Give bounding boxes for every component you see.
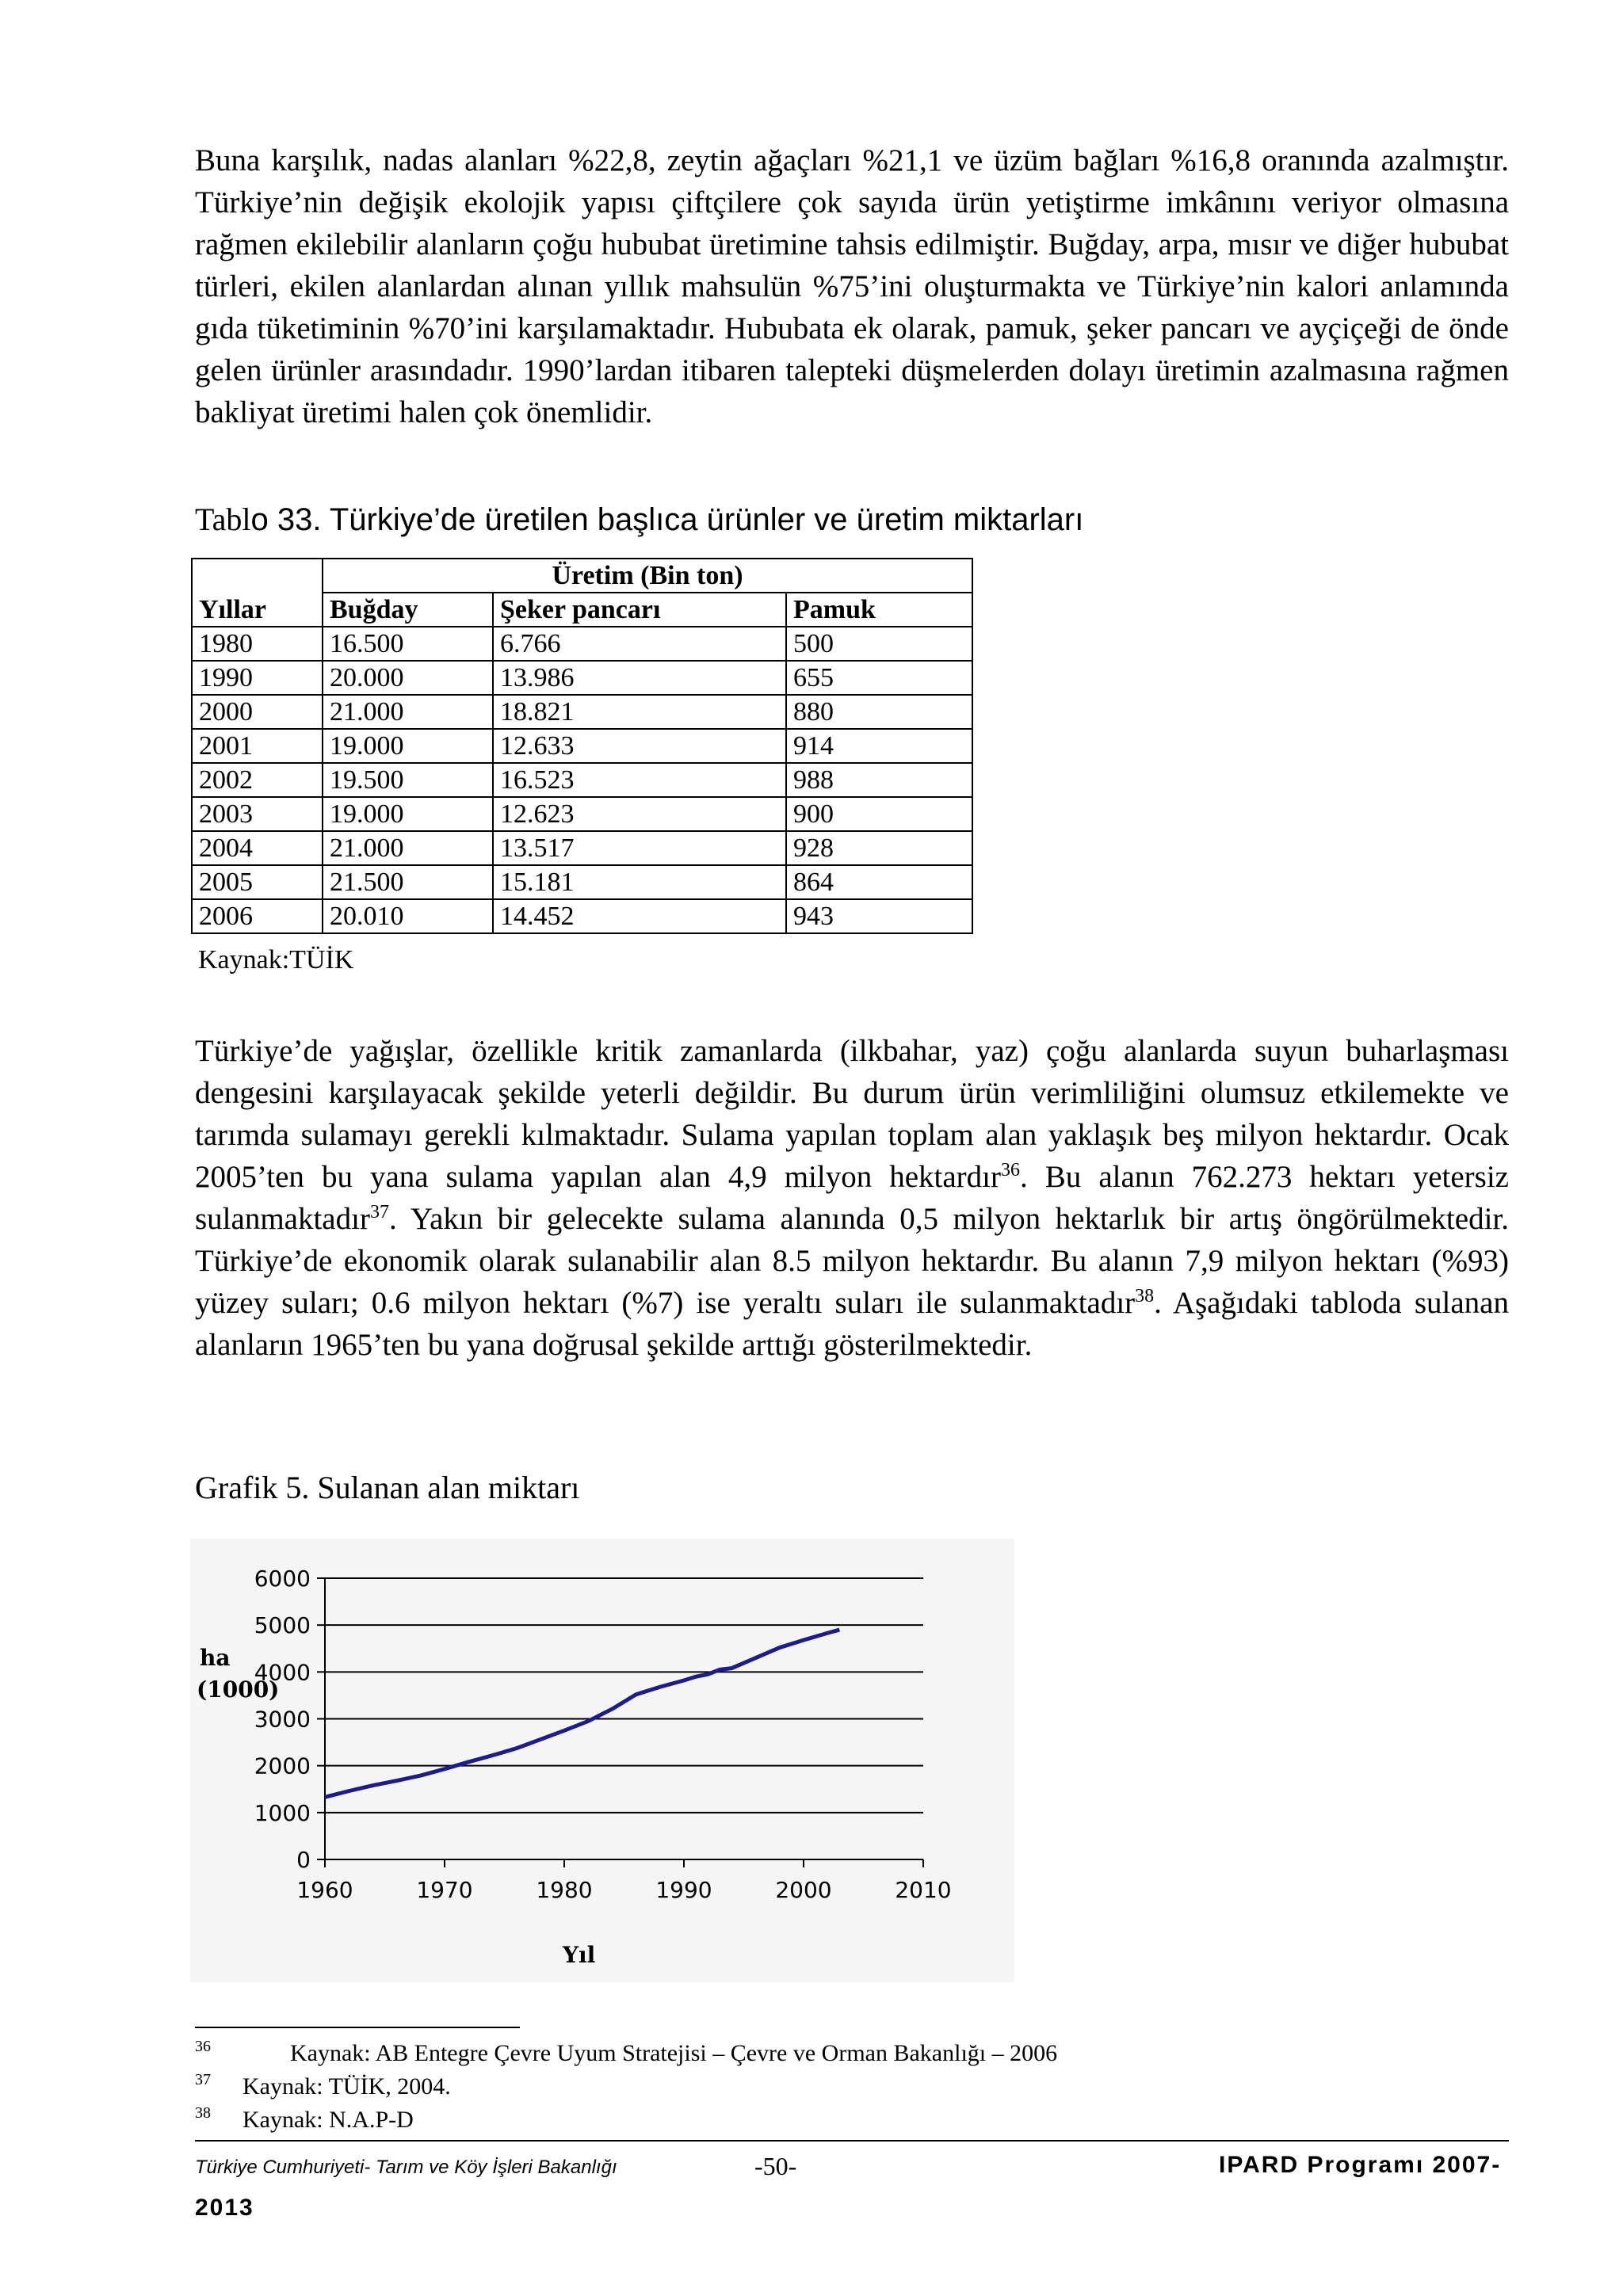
footnote-number: 38 (195, 2104, 211, 2122)
cell-year: 2004 (192, 831, 323, 865)
footnote-text: Kaynak: N.A.P-D (242, 2107, 414, 2133)
cell-cotton: 655 (786, 661, 972, 695)
table-row (192, 627, 972, 661)
table-row (192, 865, 972, 899)
irrigation-text-part2: . Bu alanın 762.273 hektarı yetersiz sulanmaktadır (195, 1160, 1509, 1236)
x-tick-label: 2010 (895, 1877, 952, 1903)
y-tick-label: 4000 (254, 1659, 311, 1686)
cell-cotton: 988 (786, 763, 972, 797)
cell-sugar-beet: 12.623 (493, 797, 786, 831)
y-axis-label-line2: (1000) (197, 1676, 280, 1703)
cell-sugar-beet: 13.986 (493, 661, 786, 695)
cell-cotton: 500 (786, 627, 972, 661)
footer-ministry: Türkiye Cumhuriyeti- Tarım ve Köy İşleri Bakanlığı (195, 2157, 617, 2178)
cell-year: 2003 (192, 797, 323, 831)
cell-wheat: 21.000 (323, 831, 493, 865)
cell-year: 2000 (192, 695, 323, 729)
cell-wheat: 16.500 (323, 627, 493, 661)
footer-separator (195, 2140, 1509, 2142)
irrigation-paragraph (195, 1030, 1509, 1366)
table-corner-cell (192, 559, 323, 593)
cell-wheat: 19.000 (323, 797, 493, 831)
cell-wheat: 21.500 (323, 865, 493, 899)
x-tick-label: 2000 (775, 1877, 832, 1903)
col-header-cotton: Pamuk (786, 593, 972, 627)
cell-sugar-beet: 14.452 (493, 899, 786, 933)
footnote-36 (195, 2038, 1057, 2067)
footnote-ref-38: 38 (1135, 1286, 1155, 1306)
table-row (192, 831, 972, 865)
footnote-separator (195, 2027, 520, 2028)
page-number: -50- (754, 2152, 797, 2180)
y-tick-label: 2000 (254, 1753, 311, 1779)
x-tick-label: 1990 (655, 1877, 712, 1903)
table-header-row (192, 593, 972, 627)
cell-cotton: 864 (786, 865, 972, 899)
table-row (192, 661, 972, 695)
cell-sugar-beet: 18.821 (493, 695, 786, 729)
y-axis-label-line1: ha (200, 1645, 231, 1671)
table-row (192, 763, 972, 797)
table-caption-prefix: Tabl (195, 502, 251, 537)
col-header-years: Yıllar (192, 593, 323, 627)
x-tick-label: 1970 (416, 1877, 473, 1903)
footnote-37 (195, 2071, 451, 2100)
cell-cotton: 943 (786, 899, 972, 933)
col-header-wheat: Buğday (323, 593, 493, 627)
footer-year: 2013 (195, 2195, 254, 2221)
table-group-header: Üretim (Bin ton) (323, 559, 972, 593)
table-caption-text: o 33. Türkiye’de üretilen başlıca ürünler ve üretim miktarları (250, 502, 1084, 537)
y-tick-label: 1000 (254, 1799, 311, 1826)
table-group-header-row (192, 559, 972, 593)
table-source: Kaynak:TÜİK (198, 945, 354, 974)
cell-year: 2006 (192, 899, 323, 933)
irrigation-text-part4: . Aşağıdaki tabloda sulanan alanların 1965’ten bu yana doğrusal şekilde arttığı gösterilmektedir. (195, 1286, 1509, 1362)
cell-year: 1980 (192, 627, 323, 661)
footnote-ref-37: 37 (369, 1202, 389, 1222)
chart-background (190, 1539, 1014, 1982)
footnote-number: 36 (195, 2038, 211, 2055)
cell-wheat: 21.000 (323, 695, 493, 729)
x-tick-label: 1960 (296, 1877, 353, 1903)
table-row (192, 899, 972, 933)
cell-year: 2001 (192, 729, 323, 763)
x-axis-label: Yıl (563, 1942, 596, 1968)
irrigation-text-part1: Türkiye’de yağışlar, özellikle kritik zamanlarda (ilkbahar, yaz) çoğu alanlarda suyun buharlaşması dengesini karşılayacak şekilde yeterli değildir. Bu durum ürün verimliliğini olumsuz etkilemekte ve tarımda sulamayı gerekli kılmaktadır. Sulama yapılan toplam alan yaklaşık beş milyon hektardır. Ocak 2005’ten bu yana sulama yapılan alan 4,9 milyon hektardır (195, 1034, 1509, 1194)
y-tick-label: 0 (296, 1847, 311, 1873)
irrigated-area-chart (190, 1539, 1014, 1982)
col-header-sugar-beet: Şeker pancarı (493, 593, 786, 627)
table-row (192, 695, 972, 729)
intro-paragraph: Buna karşılık, nadas alanları %22,8, zeytin ağaçları %21,1 ve üzüm bağları %16,8 oranında azalmıştır. Türkiye’nin değişik ekolojik yapısı çiftçilere çok sayıda ürün yetiştirme imkânını veriyor olmasına rağmen ekilebilir alanların çoğu hububat üretimine tahsis edilmiştir. Buğday, arpa, mısır ve diğer hububat türleri, ekilen alanlardan alınan yıllık mahsulün %75’ini oluşturmakta ve Türkiye’nin kalori anlamında gıda tüketiminin %70’ini karşılamaktadır. Hububata ek olarak, pamuk, şeker pancarı ve ayçiçeği de önde gelen ürünler arasındadır. 1990’lardan itibaren talepteki düşmelerden dolayı üretimin azalmasına rağmen bakliyat üretimi halen çok önemlidir. (195, 143, 1509, 429)
cell-wheat: 20.000 (323, 661, 493, 695)
chart-caption: Grafik 5. Sulanan alan miktarı (195, 1470, 580, 1505)
y-tick-label: 3000 (254, 1706, 311, 1733)
cell-year: 1990 (192, 661, 323, 695)
production-table (191, 558, 973, 934)
irrigation-text-part3: . Yakın bir gelecekte sulama alanında 0,5 milyon hektarlık bir artış öngörülmektedir. Türkiye’de ekonomik olarak sulanabilir alan 8.5 milyon hektardır. Bu alanın 7,9 milyon hektarı (%93) yüzey suları; 0.6 milyon hektarı (%7) ise yeraltı suları ile sulanmaktadır (195, 1202, 1509, 1320)
x-tick-label: 1980 (536, 1877, 593, 1903)
cell-sugar-beet: 12.633 (493, 729, 786, 763)
y-tick-label: 6000 (254, 1566, 311, 1592)
cell-sugar-beet: 13.517 (493, 831, 786, 865)
cell-wheat: 19.000 (323, 729, 493, 763)
table-caption (195, 501, 1083, 538)
cell-cotton: 914 (786, 729, 972, 763)
cell-wheat: 19.500 (323, 763, 493, 797)
footnote-ref-36: 36 (1001, 1160, 1020, 1180)
cell-year: 2005 (192, 865, 323, 899)
table-row (192, 729, 972, 763)
table-row (192, 797, 972, 831)
cell-cotton: 928 (786, 831, 972, 865)
footnote-number: 37 (195, 2071, 211, 2088)
cell-wheat: 20.010 (323, 899, 493, 933)
footnote-text: Kaynak: TÜİK, 2004. (242, 2073, 451, 2100)
cell-sugar-beet: 15.181 (493, 865, 786, 899)
footnote-38 (195, 2104, 414, 2134)
cell-year: 2002 (192, 763, 323, 797)
cell-sugar-beet: 6.766 (493, 627, 786, 661)
footer-program: IPARD Programı 2007- (1219, 2152, 1502, 2178)
cell-cotton: 880 (786, 695, 972, 729)
cell-sugar-beet: 16.523 (493, 763, 786, 797)
cell-cotton: 900 (786, 797, 972, 831)
footnote-text: Kaynak: AB Entegre Çevre Uyum Stratejisi – Çevre ve Orman Bakanlığı – 2006 (290, 2040, 1058, 2066)
y-tick-label: 5000 (254, 1612, 311, 1639)
